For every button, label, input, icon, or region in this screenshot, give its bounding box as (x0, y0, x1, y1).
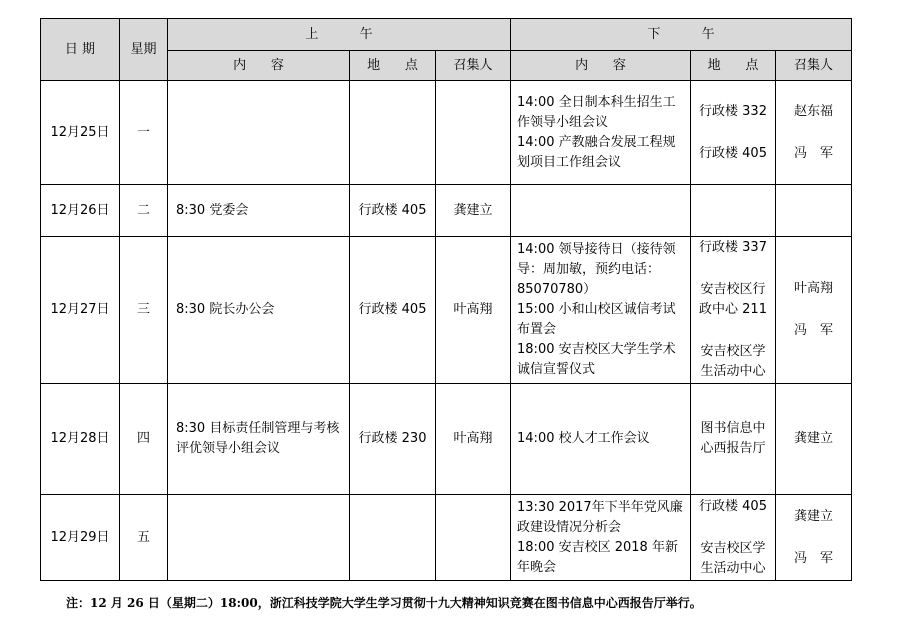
schedule-row (41, 81, 852, 185)
pm-content-cell-line: 14:00 校人才工作会议 (517, 431, 650, 446)
pm-convener-cell-line: 龚建立 (794, 508, 834, 524)
weekday-cell: 二 (120, 185, 168, 237)
am-location-cell (350, 237, 436, 384)
header-pm-content: 内 容 (511, 51, 691, 81)
am-convener-cell (436, 237, 511, 384)
am-convener-cell (436, 185, 511, 237)
pm-content-cell (511, 384, 691, 495)
pm-content-cell-line: 13:30 2017年下半年党风廉政建设情况分析会 (517, 499, 683, 535)
pm-content-cell-line: 14:00 全日制本科生招生工作领导小组会议 (517, 94, 676, 130)
pm-location-cell (691, 237, 776, 384)
pm-location-cell-line: 图书信息中心西报告厅 (700, 421, 766, 456)
pm-content-cell-line: 14:00 产教融合发展工程规划项目工作组会议 (517, 134, 676, 170)
header-weekday: 星期 (120, 19, 168, 81)
pm-content-cell (511, 81, 691, 185)
pm-location-cell (691, 495, 776, 581)
am-convener-cell (436, 495, 511, 581)
am-location-cell (350, 81, 436, 185)
pm-location-cell-line: 行政楼 332 (699, 103, 767, 119)
pm-content-cell-line: 14:00 领导接待日（接待领导：周加敏，预约电话：85070780） (517, 242, 676, 297)
pm-convener-cell-line: 冯 军 (794, 323, 834, 338)
pm-location-cell-line: 行政楼 337 (699, 240, 767, 255)
header-pm-location: 地 点 (691, 51, 776, 81)
am-location-cell-line: 行政楼 405 (358, 202, 427, 218)
pm-location-cell-line: 行政楼 405 (699, 145, 767, 161)
am-convener-cell (436, 384, 511, 495)
am-content-cell (168, 495, 350, 581)
am-content-cell (168, 237, 350, 384)
am-convener-cell-line: 叶高翔 (453, 431, 493, 446)
pm-convener-cell-line: 冯 军 (794, 145, 834, 161)
pm-content-cell-line: 18:00 安吉校区 2018 年新年晚会 (517, 539, 678, 575)
pm-convener-cell-line: 赵东福 (794, 103, 834, 119)
am-convener-cell-line: 叶高翔 (453, 302, 493, 317)
weekday-cell: 一 (120, 81, 168, 185)
pm-convener-cell-line: 龚建立 (794, 431, 834, 446)
pm-location-cell-line: 行政楼 405 (699, 498, 767, 514)
header-morning: 上 午 (168, 19, 511, 51)
header-am-location: 地 点 (350, 51, 436, 81)
am-content-cell-line: 8:30 目标责任制管理与考核评优领导小组会议 (176, 421, 340, 456)
pm-location-cell (691, 185, 776, 237)
pm-convener-cell-line: 冯 军 (794, 550, 834, 566)
date-cell: 12月25日 (41, 81, 120, 185)
pm-location-cell-line: 安吉校区行政中心 211 (699, 282, 767, 317)
header-am-content: 内 容 (168, 51, 350, 81)
pm-convener-cell (776, 237, 852, 384)
date-cell: 12月28日 (41, 384, 120, 495)
header-date: 日 期 (41, 19, 120, 81)
pm-location-cell (691, 81, 776, 185)
header-pm-convener: 召集人 (776, 51, 852, 81)
pm-convener-cell-line: 叶高翔 (794, 281, 834, 296)
am-content-cell (168, 185, 350, 237)
am-content-cell-line: 8:30 党委会 (176, 202, 249, 218)
am-content-cell-line: 8:30 院长办公会 (176, 302, 275, 317)
am-convener-cell-line: 龚建立 (453, 202, 493, 218)
header-am-convener: 召集人 (436, 51, 511, 81)
weekday-cell: 五 (120, 495, 168, 581)
am-location-cell (350, 495, 436, 581)
weekly-schedule-table (40, 18, 852, 581)
weekday-cell: 三 (120, 237, 168, 384)
schedule-row (41, 384, 852, 495)
footnote: 注：12 月 26 日（星期二）18:00，浙江科技学院大学生学习贯彻十九大精神知识竞赛在图书信息中心西报告厅举行。 (66, 596, 702, 610)
am-content-cell (168, 81, 350, 185)
header-afternoon: 下 午 (511, 19, 852, 51)
pm-location-cell-line: 安吉校区学生活动中心 (700, 540, 766, 576)
schedule-row (41, 495, 852, 581)
schedule-row (41, 185, 852, 237)
pm-content-cell (511, 185, 691, 237)
date-cell: 12月26日 (41, 185, 120, 237)
pm-convener-cell (776, 495, 852, 581)
pm-convener-cell (776, 384, 852, 495)
schedule-row (41, 237, 852, 384)
am-content-cell (168, 384, 350, 495)
pm-convener-cell (776, 81, 852, 185)
weekday-cell: 四 (120, 384, 168, 495)
am-convener-cell (436, 81, 511, 185)
am-location-cell-line: 行政楼 405 (358, 302, 427, 317)
date-cell: 12月29日 (41, 495, 120, 581)
pm-content-cell-line: 18:00 安吉校区大学生学术诚信宣誓仪式 (517, 342, 676, 377)
pm-content-cell (511, 237, 691, 384)
date-cell: 12月27日 (41, 237, 120, 384)
am-location-cell (350, 384, 436, 495)
pm-content-cell (511, 495, 691, 581)
pm-location-cell (691, 384, 776, 495)
schedule-body (41, 81, 852, 581)
pm-convener-cell (776, 185, 852, 237)
am-location-cell-line: 行政楼 230 (358, 431, 427, 446)
pm-content-cell-line: 15:00 小和山校区诚信考试布置会 (517, 302, 676, 337)
am-location-cell (350, 185, 436, 237)
pm-location-cell-line: 安吉校区学生活动中心 (700, 344, 766, 379)
